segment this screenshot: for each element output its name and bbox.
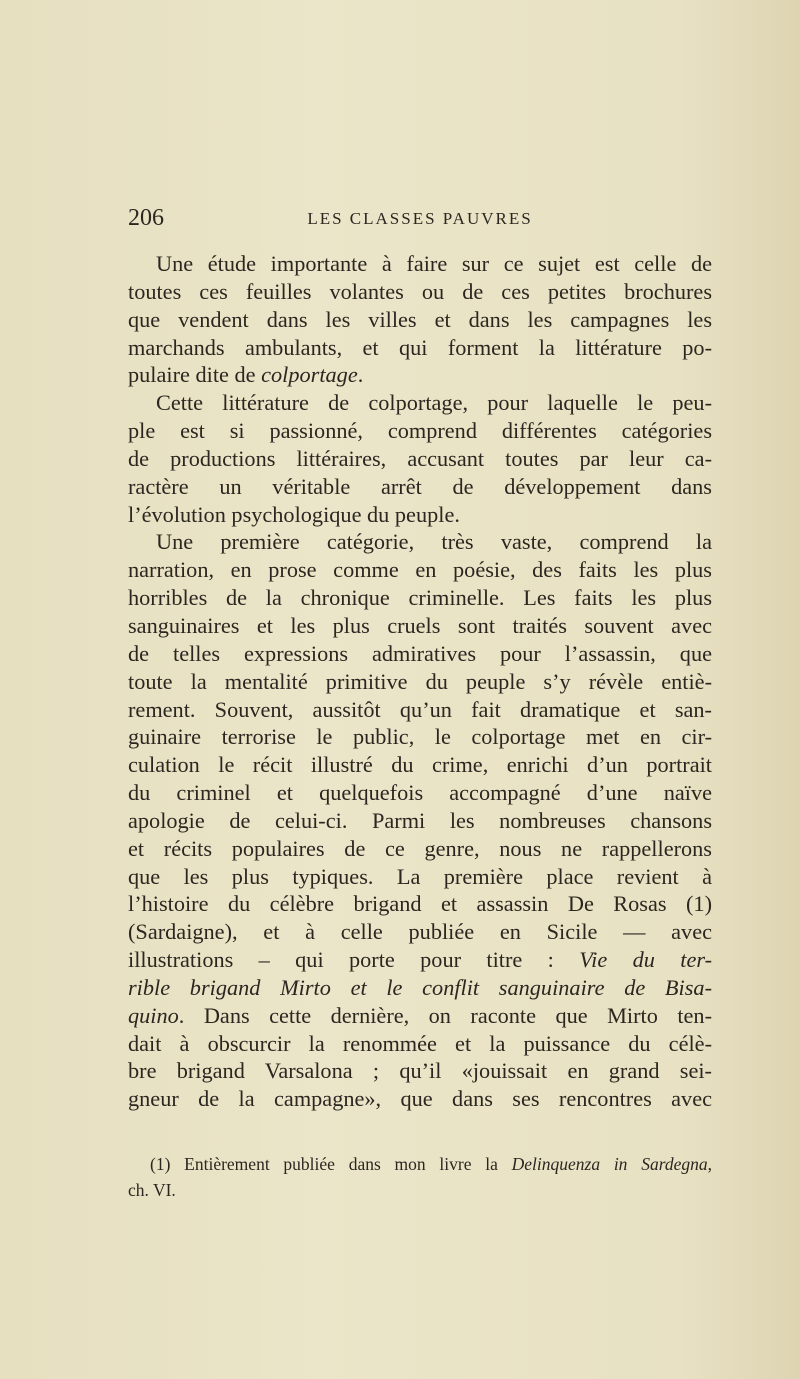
running-title: LES CLASSES PAUVRES xyxy=(307,209,533,228)
text-segment: que vendent dans les villes et dans les campagnes les xyxy=(128,306,712,332)
text-line xyxy=(128,946,712,974)
text-segment: Une étude importante à faire sur ce sujet est celle de xyxy=(156,251,712,276)
text-line xyxy=(128,445,712,473)
text-segment: de telles expressions admiratives pour l’assassin, que xyxy=(128,640,712,666)
text-line xyxy=(128,723,712,751)
text-segment: ch. VI. xyxy=(128,1180,176,1200)
text-line xyxy=(128,612,712,640)
text-line xyxy=(128,389,712,417)
footnote-line xyxy=(128,1151,712,1177)
text-line xyxy=(128,501,712,529)
text-line xyxy=(128,1030,712,1058)
text-line xyxy=(128,807,712,835)
text-segment: que les plus typiques. La première place revient à xyxy=(128,863,712,889)
footnotes xyxy=(128,1151,712,1203)
text-line xyxy=(128,528,712,556)
text-line xyxy=(128,556,712,584)
text-segment: toutes ces feuilles volantes ou de ces petites brochures xyxy=(128,278,712,304)
text-segment: narration, en prose comme en poésie, des faits les plus xyxy=(128,557,712,583)
text-segment: pulaire dite de xyxy=(128,362,262,388)
text-line xyxy=(128,473,712,501)
text-segment: , xyxy=(707,1154,712,1174)
text-segment: (Sardaigne), et à celle publiée en Sicile — avec xyxy=(128,919,712,945)
text-segment: rement. Souvent, aussitôt qu’un fait dramatique et san- xyxy=(128,696,712,722)
text-line xyxy=(128,890,712,918)
text-segment: ple est si passionné, comprend différentes catégories xyxy=(128,418,712,444)
text-segment: . Dans cette dernière, on raconte que Mirto ten- xyxy=(178,1002,712,1028)
text-line xyxy=(128,334,712,362)
text-segment: dait à obscurcir la renommée et la puissance du célè- xyxy=(128,1030,712,1056)
text-line xyxy=(128,250,712,278)
text-line xyxy=(128,779,712,807)
text-segment: sanguinaires et les plus cruels sont traités souvent avec xyxy=(128,612,712,638)
text-line xyxy=(128,417,712,445)
text-line xyxy=(128,361,712,389)
text-line xyxy=(128,751,712,779)
italic-text: rible brigand Mirto et le conflit sanguinaire de Bisa- xyxy=(128,974,712,1000)
text-segment: (1) Entièrement publiée dans mon livre la xyxy=(150,1154,512,1174)
text-segment: apologie de celui-ci. Parmi les nombreuses chansons xyxy=(128,807,712,833)
text-segment: et récits populaires de ce genre, nous ne rappellerons xyxy=(128,835,712,861)
text-line xyxy=(128,584,712,612)
text-segment: du criminel et quelquefois accompagné d’une naïve xyxy=(128,780,712,806)
text-line xyxy=(128,668,712,696)
text-line xyxy=(128,306,712,334)
text-segment: illustrations – qui porte pour titre : xyxy=(128,947,580,973)
text-segment: l’évolution psychologique du peuple. xyxy=(128,501,460,527)
footnote-line xyxy=(128,1177,712,1203)
text-segment: gneur de la campagne», que dans ses rencontres avec xyxy=(128,1086,712,1112)
italic-text: colportage xyxy=(261,362,358,388)
text-segment: . xyxy=(357,362,364,388)
body-text xyxy=(128,250,712,1113)
text-segment: horribles de la chronique criminelle. Les faits les plus xyxy=(128,585,712,611)
text-segment: bre brigand Varsalona ; qu’il «jouissait en grand sei- xyxy=(128,1058,712,1084)
text-line xyxy=(128,1057,712,1085)
page-header xyxy=(128,205,712,235)
text-segment: Cette littérature de colportage, pour laquelle le peu- xyxy=(156,390,712,416)
page-number: 206 xyxy=(128,205,164,231)
text-line xyxy=(128,918,712,946)
text-line xyxy=(128,1002,712,1030)
text-segment: culation le récit illustré du crime, enrichi d’un portrait xyxy=(128,752,712,778)
text-segment: de productions littéraires, accusant toutes par leur ca- xyxy=(128,445,712,471)
text-line xyxy=(128,640,712,668)
text-line xyxy=(128,278,712,306)
italic-text: Vie du ter- xyxy=(579,947,713,973)
text-segment: l’histoire du célèbre brigand et assassin De Rosas (1) xyxy=(128,891,712,917)
text-segment: ractère un véritable arrêt de développement dans xyxy=(128,473,712,499)
text-segment: guinaire terrorise le public, le colportage met en cir- xyxy=(128,724,712,750)
italic-text: Delinquenza in Sardegna xyxy=(511,1154,708,1174)
text-line xyxy=(128,696,712,724)
text-line xyxy=(128,835,712,863)
text-line xyxy=(128,974,712,1002)
text-line xyxy=(128,1085,712,1113)
text-segment: Une première catégorie, très vaste, comprend la xyxy=(156,529,712,555)
text-segment: toute la mentalité primitive du peuple s’y révèle entiè- xyxy=(128,668,712,694)
text-segment: marchands ambulants, et qui forment la littérature po- xyxy=(128,334,712,360)
text-line xyxy=(128,863,712,891)
italic-text: quino xyxy=(128,1002,179,1028)
